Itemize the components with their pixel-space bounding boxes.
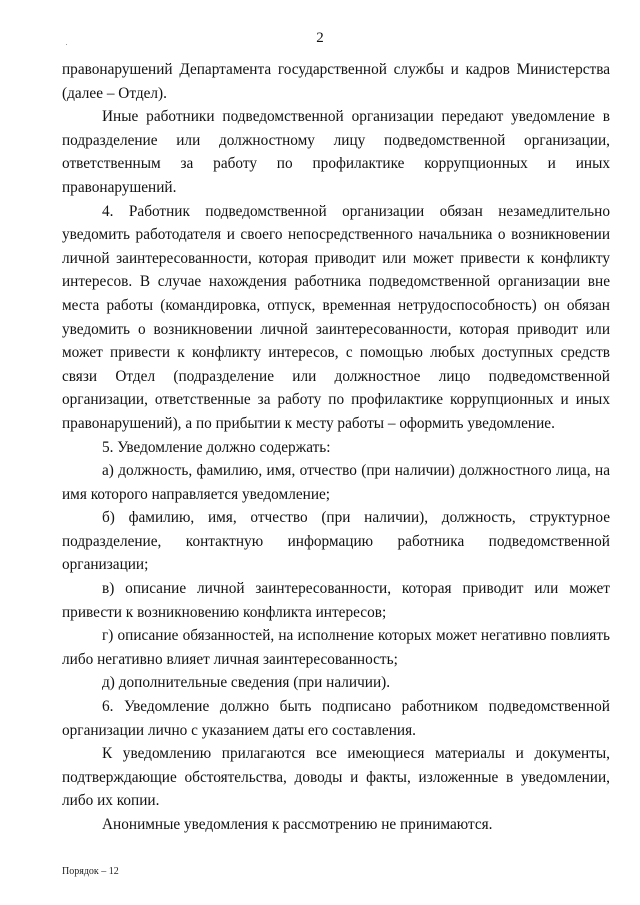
paragraph-item-6: 6. Уведомление должно быть подписано работником подведомственной организации лично с указанием даты его составления.: [62, 698, 610, 739]
paragraph-subitem-d: д) дополнительные сведения (при наличии).: [102, 674, 391, 692]
page-footer: Порядок – 12: [62, 866, 119, 877]
paragraph-subitem-a: а) должность, фамилию, имя, отчество (при наличии) должностного лица, на имя которого направляется уведомление;: [62, 462, 610, 503]
paragraph-subitem-g: г) описание обязанностей, на исполнение которых может негативно повлиять либо негативно влияет личная заинтересованность;: [62, 627, 610, 668]
paragraph-other-employees: Иные работники подведомственной организации передают уведомление в подразделение или должностному лицу подведомственной организации, ответственным за работу по профилактике коррупционных и иных правонарушений.: [62, 108, 610, 196]
paragraph-anonymous: Анонимные уведомления к рассмотрению не принимаются.: [102, 816, 493, 833]
document-body: [62, 58, 610, 837]
paragraph-item-4: 4. Работник подведомственной организации обязан незамедлительно уведомить работодателя и своего непосредственного начальника о возникновении личной заинтересованности, которая приводит или может привести к конфликту интересов. В случае нахождения работника подведомственной организации вне места работы (командировка, отпуск, временная нетрудоспособность) он обязан уведомить о возникновении личной заинтересованности, которая приводит или может привести к конфликту интересов, с помощью любых доступных средств связи Отдел (подразделение или должностное лицо подведомственной организации, ответственные за работу по профилактике коррупционных и иных правонарушений), а по прибытии к месту работы – оформить уведомление.: [62, 202, 610, 432]
paragraph-continuation: правонарушений Департамента государственной службы и кадров Министерства (далее – Отдел).: [62, 61, 610, 102]
page-number: 2: [316, 30, 324, 46]
paragraph-item-5: 5. Уведомление должно содержать:: [102, 438, 331, 456]
paragraph-subitem-v: в) описание личной заинтересованности, которая приводит или может привести к возникновению конфликта интересов;: [62, 580, 610, 621]
paragraph-attachments: К уведомлению прилагаются все имеющиеся материалы и документы, подтверждающие обстоятельства, доводы и факты, изложенные в уведомлении, либо их копии.: [62, 745, 610, 810]
paragraph-subitem-b: б) фамилию, имя, отчество (при наличии), должность, структурное подразделение, контактную информацию работника подведомственной организации;: [62, 509, 610, 574]
